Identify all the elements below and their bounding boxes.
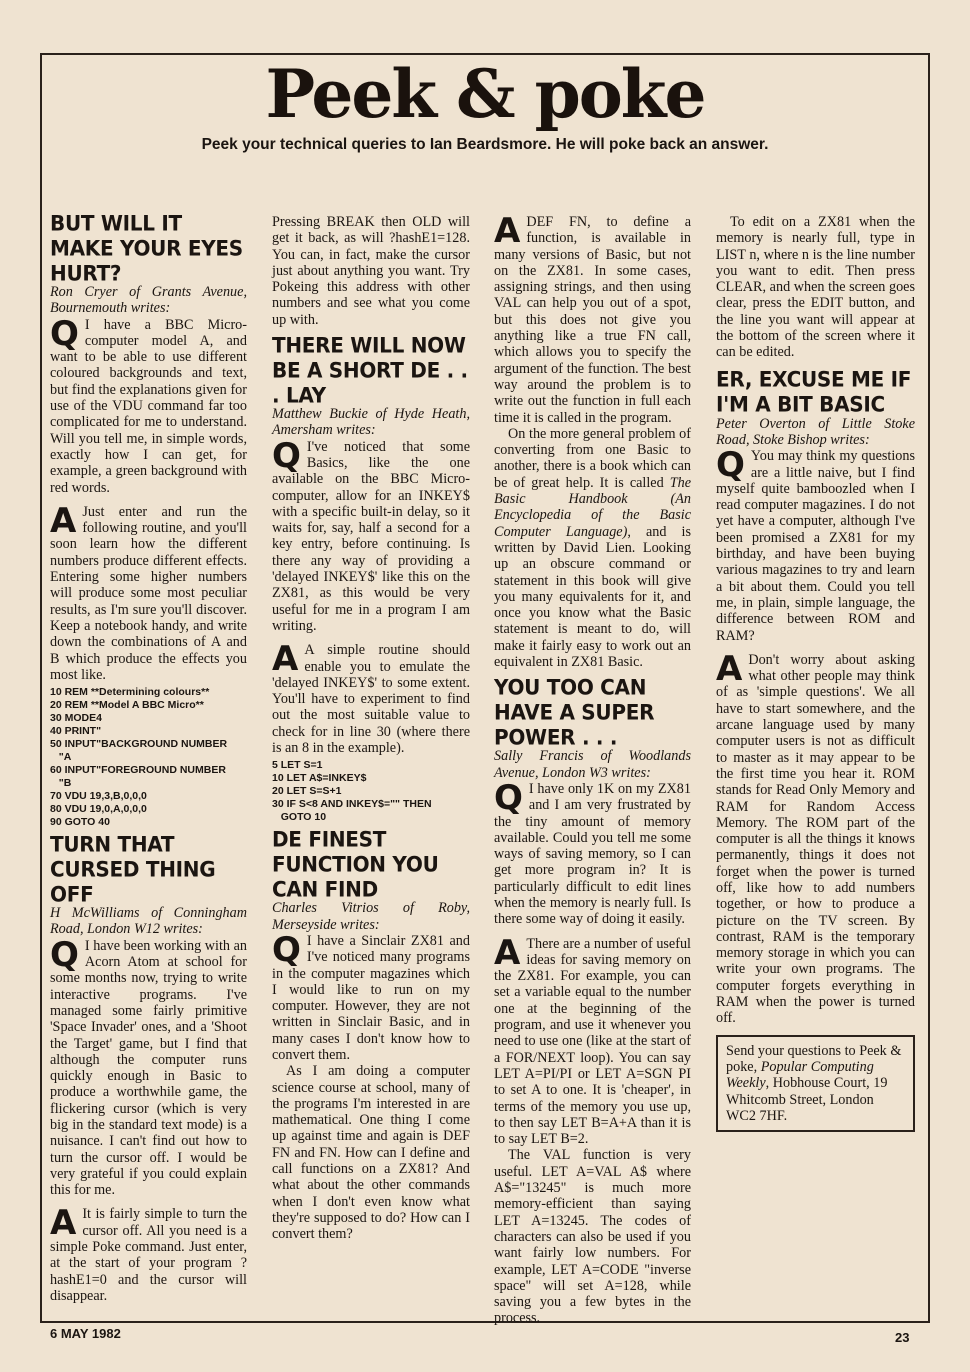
answer-text-2: On the more general problem of converting from one Basic to another, there is a book which can be of great help. It is called The Basic Handbook (An Encyclopedia of the Basic Computer Language), and is written by David Lien. Looking up an obscure command or statement in this book will give you many equivalents for it, and once you know what the Basic statement is meant to do, will make it fairly easy to work out an equivalent in ZX81 Basic. (494, 425, 691, 671)
byline: Sally Francis of Woodlands Avenue, London W3 writes: (494, 748, 691, 781)
answer-text-3: To edit on a ZX81 when the memory is nearly full, type in LIST n, where n is the line number you want to edit. Then press CLEAR, and when the screen goes clear, press the EDIT button, and the line you want will appear at the bottom of the screen where it can be edited. (716, 214, 915, 361)
column-3 (494, 211, 691, 1327)
magazine-name: Popular Computing Weekly (726, 1058, 874, 1092)
answer-text: A Don't worry about asking what other people may think of as 'simple questions'. We all have to start somewhere, and the arcane language used by many computer users is not as difficult to master as it may appear to be the first time you hear it. ROM stands for Read Only Memory and RAM for Random Access Memory. The ROM part of the computer is all the things it knows permanently, things it does not forget when the power is turned off, like how to add numbers together, or how to produce a picture on the TV screen. By contrast, RAM is the temporary memory storage in which you can write your own programs. The computer forgets everything in RAM when the power is turned off. (716, 648, 915, 1027)
code-listing: 5 LET S=1 10 LET A$=INKEY$ 20 LET S=S+1 30 IF S<8 AND INKEY$="" THEN GOTO 10 (272, 759, 432, 824)
answer-text: A It is fairly simple to turn the cursor off. All you need is a simple Poke command. Just enter, at the start of your program ?hashE1=0 and the cursor will disappear. (50, 1203, 247, 1304)
section-heading: THERE WILL NOW BE A SHORT DE . . . LAY (272, 332, 468, 408)
drop-cap-a: A (50, 1203, 77, 1244)
answer-continued: Pressing BREAK then OLD will get it back, as will ?hashE1=128. You can, in fact, make the cursor just about anything you want. Try Pokeing this address with other numbers and see what you come up with. (272, 214, 470, 328)
submission-box: Send your questions to Peek & poke, Popular Computing Weekly, Hobhouse Court, 19 Whitcomb Street, London WC2 7HF. (716, 1035, 915, 1132)
byline: Charles Vitrios of Roby, Merseyside writes: (272, 900, 470, 933)
drop-cap-q: Q (272, 929, 301, 970)
question-text: Q I have a BBC Micro-computer model A, and want to be able to use different coloured backgrounds and text, but find the explanations given for use of the VDU command far too complicated for me to understand. Will you tell me, in simple words, exactly how I can get, for example, a green background with red words. (50, 313, 247, 496)
code-listing: 10 REM **Determining colours** 20 REM **Model A BBC Micro** 30 MODE4 40 PRINT" 50 INPUT"BACKGROUND NUMBER "A 60 INPUT"FOREGROUND NUMBER "B 70 VDU 19,3,B,0,0,0 80 VDU 19,0,A,0,0,0 90 GOTO 40 (50, 686, 228, 829)
drop-cap-q: Q (716, 445, 745, 486)
question-text: Q I have been working with an Acorn Atom at school for some months now, trying to write interactive programs. I've managed some fairly primitive 'Space Invader' ones, and a 'Shoot the Target' game, but I find that although the computer runs quickly enough in Basic to produce a worthwhile game, the flickering cursor (which is very big in the standard text mode) is a nuisance. I can't find out how to turn the cursor off. I would be very grateful if you could explain this for me. (50, 934, 247, 1199)
drop-cap-a: A (272, 639, 299, 680)
question-text-2: As I am doing a computer science course at school, many of the programs I'm interested in are mathematical. One thing I come up against time and again is DEF FN and FN. How can I define and call functions on a ZX81? And what about the other commands when I don't even know what they're supposed to do? How can I convert them? (272, 1063, 470, 1243)
drop-cap-q: Q (50, 934, 79, 975)
question-text: Q I have a Sinclair ZX81 and I've noticed many programs in the computer magazines which I would like to run on my computer. However, they are not written in Sinclair Basic, and in many cases I don't know how to convert them. (272, 929, 470, 1063)
section-heading: DE FINEST FUNCTION YOU CAN FIND (272, 826, 439, 903)
section-heading: ER, EXCUSE ME IF I'M A BIT BASIC (716, 365, 912, 417)
byline: H McWilliams of Conningham Road, London W12 writes: (50, 905, 247, 938)
byline: Ron Cryer of Grants Avenue, Bournemouth writes: (50, 284, 247, 317)
column-1 (50, 210, 247, 1304)
column-4 (716, 214, 915, 1132)
section-heading: TURN THAT CURSED THING OFF (50, 831, 216, 907)
page-subtitle: Peek your technical queries to Ian Beardsmore. He will poke back an answer. (201, 136, 769, 153)
question-text: Q I have only 1K on my ZX81 and I am very frustrated by the tiny amount of memory available. Could you tell me some ways of saving memory, so I can get more program in? It is particularly difficult to edit lines when the memory is nearly full. Is there some way of doing it easily. (494, 777, 691, 928)
page-title: Peek & poke (265, 55, 705, 133)
answer-text: A There are a number of useful ideas for saving memory on the ZX81. For example, you can set a variable equal to the number one at the beginning of the program, and use it whenever you need to use one (like at the start of a FOR/NEXT loop). You can say LET A=PI/PI or LET A=SGN PI to set A to one. It is 'cheaper', in terms of the memory you use up, to then say LET B=A+A than it is to say LET B=2. (494, 932, 691, 1148)
drop-cap-a: A (494, 211, 521, 251)
byline: Matthew Buckie of Hyde Heath, Amersham writes: (272, 406, 470, 439)
section-heading: BUT WILL IT MAKE YOUR EYES HURT? (50, 210, 243, 286)
drop-cap-a: A (716, 648, 743, 689)
question-text: Q I've noticed that some Basics, like the one available on the BBC Micro-computer, allow for an INKEY$ with a specific built-in delay, so it waits for, say, half a second for a key entry, before continuing. Is there any way of providing a 'delayed INKEY$' like this on the ZX81, as this would be very useful for me in a program I am writing. (272, 435, 470, 634)
page-number: 23 (895, 1330, 910, 1345)
question-text: Q You may think my questions are a little naive, but I find myself quite bamboozled when I read computer magazines. I do not yet have a computer, although I've been promised a ZX81 for my birthday, and have been buying various magazines to try and learn a bit about them. Could you tell me, in plain, simple language, the difference between ROM and RAM? (716, 445, 915, 644)
byline: Peter Overton of Little Stoke Road, Stoke Bishop writes: (716, 415, 915, 448)
issue-date: 6 MAY 1982 (50, 1326, 121, 1341)
section-heading: YOU TOO CAN HAVE A SUPER POWER . . . (494, 674, 655, 751)
drop-cap-q: Q (50, 313, 79, 354)
drop-cap-q: Q (494, 777, 523, 818)
drop-cap-q: Q (272, 435, 301, 476)
drop-cap-a: A (50, 500, 77, 541)
answer-text: A Just enter and run the following routine, and you'll soon learn how the different numbers produce different effects. Entering some higher numbers will produce some most peculiar results, as I'm sure you'll discover. Keep a notebook handy, and write down the combinations of A and B which produce the effects you most like. (50, 500, 247, 683)
answer-text: A A simple routine should enable you to emulate the 'delayed INKEY$' to some extent. You'll have to experiment to find out the most suitable value to check for in line 30 (where there is an 8 in the example). (272, 639, 470, 757)
book-title: The Basic Handbook (An Encyclopedia of the Basic Computer Language) (494, 474, 691, 540)
answer-text-2: The VAL function is very useful. LET A=VAL A$ where A$="13245" is much more memory-efficient than saying LET A=13245. The codes of characters can also be used if you want fairly low numbers. For example, LET A=CODE "inverse space" will set A=128, while saving you a few bytes in the process. (494, 1147, 691, 1327)
column-2 (272, 214, 470, 1243)
drop-cap-a: A (494, 932, 521, 973)
answer-text: ADEF FN, to define a function, is available in many versions of Basic, but not on the ZX81. In some cases, assigning strings, and then using VAL can help you out of a spot, but this does not give you anything like a true FN call, which allows you to specify the argument of the function. The best way around the problem is to write out the function in full each time it is called in the program. (494, 211, 691, 426)
